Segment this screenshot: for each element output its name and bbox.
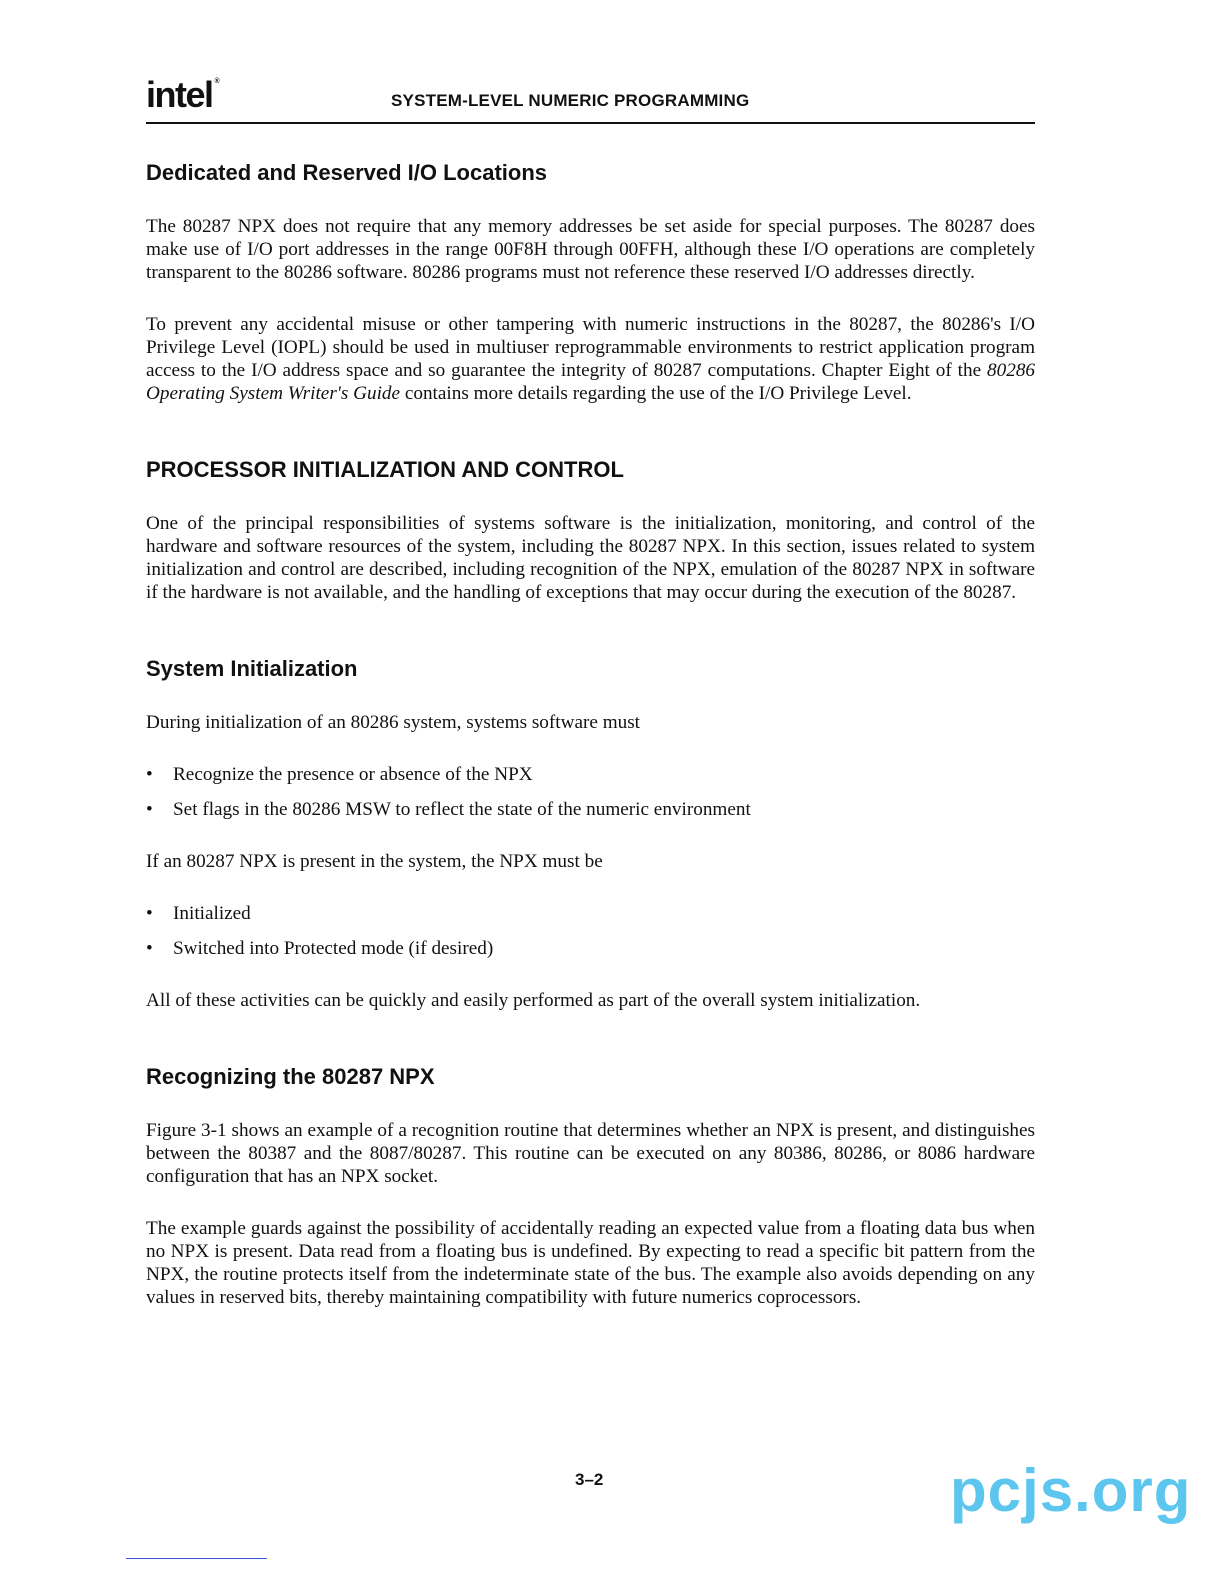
paragraph: All of these activities can be quickly and easily performed as part of the overall system initialization. — [146, 990, 921, 1011]
list-item: • Recognize the presence or absence of the NPX — [146, 764, 533, 785]
paragraph: One of the principal responsibilities of systems software is the initialization, monitoring, and control of the hardware and software resources of the system, including the 80287 NPX. In this section, issues related to system initialization and control are described, including recognition of the NPX, emulation of the 80287 NPX in software if the hardware is not available, and the handling of exceptions that may occur during the execution of the 80287. — [146, 513, 1035, 603]
heading-system-init: System Initialization — [146, 656, 358, 681]
bottom-link-underline — [126, 1558, 267, 1559]
paragraph: The example guards against the possibility of accidentally reading an expected value from a floating data bus when no NPX is present. Data read from a floating bus is undefined. By expecting to read a specific bit pattern from the NPX, the routine protects itself from the indeterminate state of the bus. The example also avoids depending on any values in reserved bits, thereby maintaining compatibility with future numerics coprocessors. — [146, 1218, 1035, 1308]
header-rule — [146, 122, 1035, 124]
list-item: • Initialized — [146, 903, 251, 924]
page-number: 3–2 — [575, 1470, 604, 1489]
heading-recognizing-npx: Recognizing the 80287 NPX — [146, 1064, 435, 1089]
list-item: • Switched into Protected mode (if desired) — [146, 938, 494, 959]
book-title: 80286 Operating System Writer's Guide — [146, 360, 1035, 404]
bullet-list — [146, 902, 1035, 960]
bullet-list — [146, 763, 1035, 821]
paragraph: Figure 3-1 shows an example of a recognition routine that determines whether an NPX is present, and distinguishes between the 80387 and the 8087/80287. This routine can be executed on any 80386, 80286, or 8086 hardware configuration that has an NPX socket. — [146, 1120, 1035, 1187]
paragraph: If an 80287 NPX is present in the system, the NPX must be — [146, 851, 603, 872]
intel-logo: intel ® — [146, 74, 219, 115]
paragraph: The 80287 NPX does not require that any memory addresses be set aside for special purposes. The 80287 does make use of I/O port addresses in the range 00F8H through 00FFH, although these I/O operations are completely transparent to the 80286 software. 80286 programs must not reference these reserved I/O addresses directly. — [146, 216, 1035, 283]
list-item: • Set flags in the 80286 MSW to reflect the state of the numeric environment — [146, 799, 751, 820]
page-content — [146, 160, 1035, 1309]
watermark: pcjs.org — [950, 1457, 1192, 1524]
heading-processor-init: PROCESSOR INITIALIZATION AND CONTROL — [146, 457, 624, 482]
running-head: SYSTEM-LEVEL NUMERIC PROGRAMMING — [391, 91, 750, 110]
paragraph: During initialization of an 80286 system, systems software must — [146, 712, 641, 733]
heading-io-locations: Dedicated and Reserved I/O Locations — [146, 160, 548, 185]
paragraph: To prevent any accidental misuse or other tampering with numeric instructions in the 80287, the 80286's I/O Privilege Level (IOPL) should be used in multiuser reprogrammable environments to restrict application program access to the I/O address space and so guarantee the integrity of 80287 computations. Chapter Eight of the 80286 Operating System Writer's Guide contains more details regarding the use of the I/O Privilege Level. — [146, 314, 1035, 404]
